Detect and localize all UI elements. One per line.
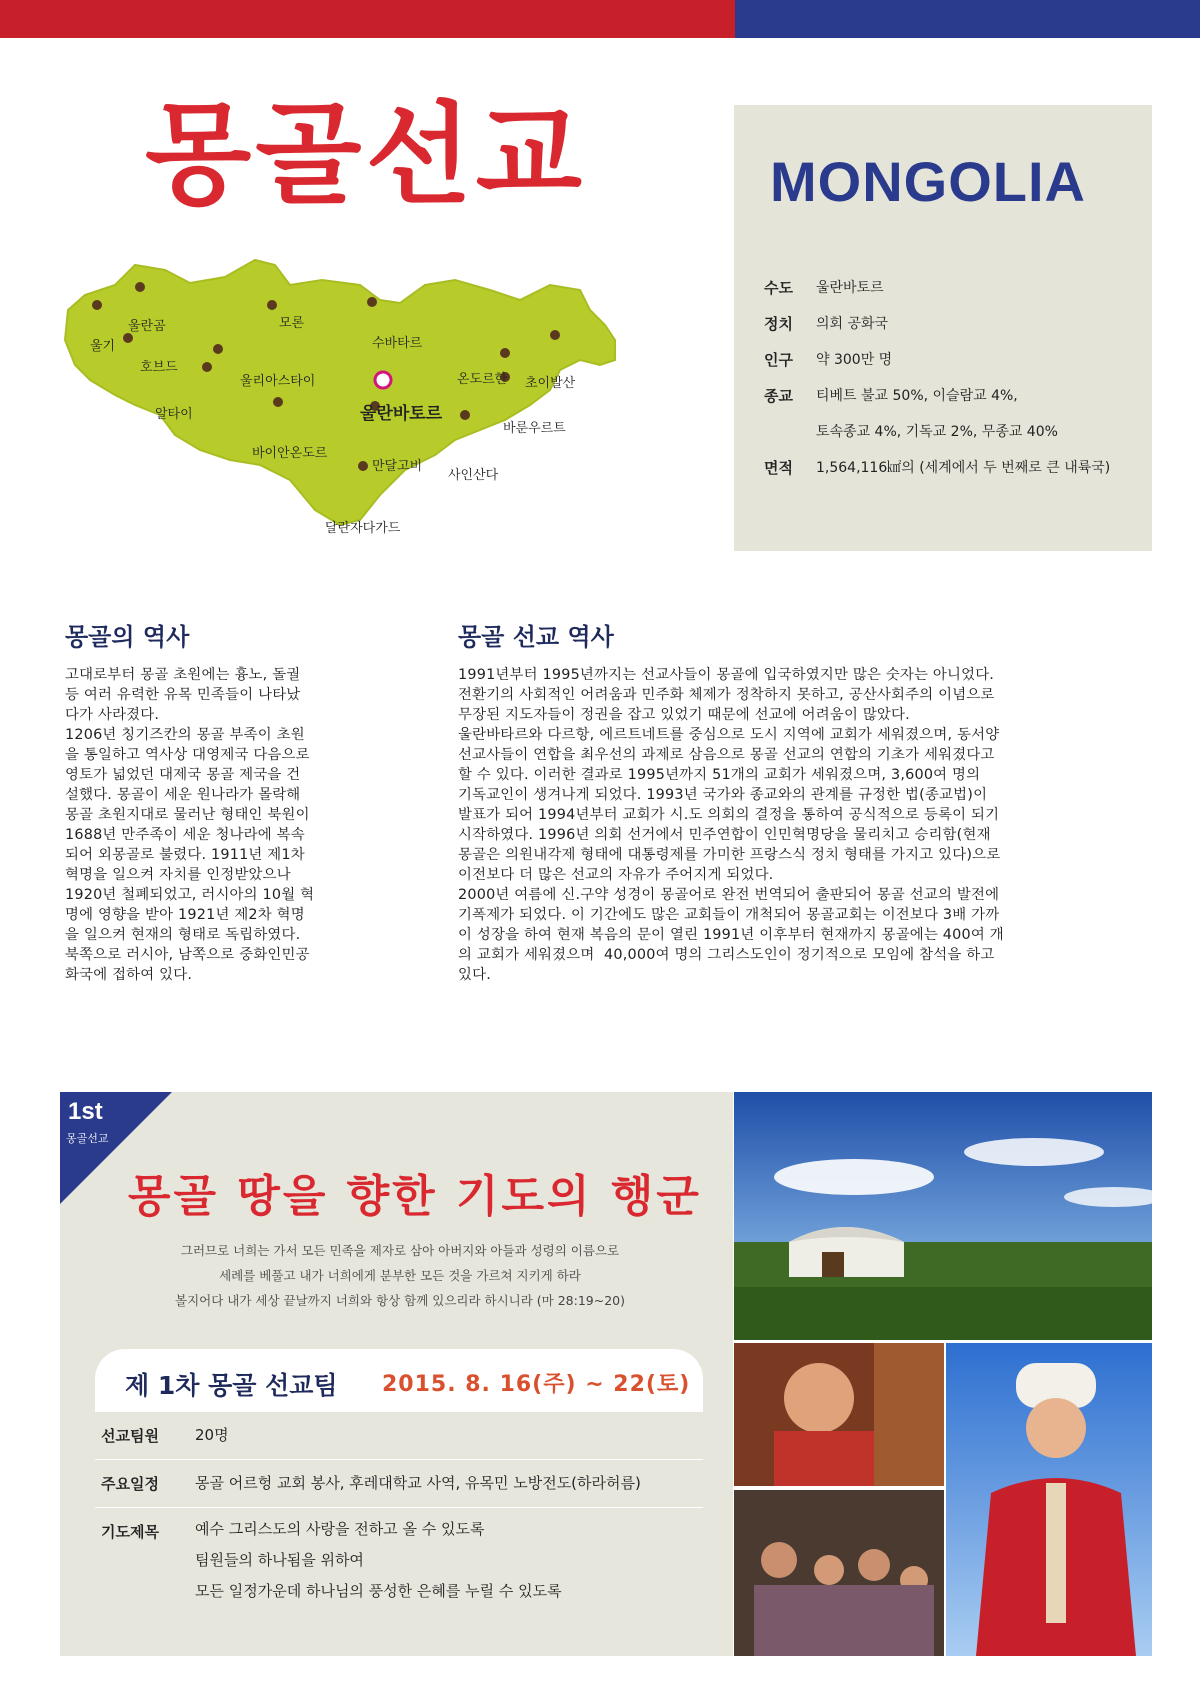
info-row: [764, 378, 1134, 414]
top-bar-red: [0, 0, 735, 38]
city-label-undurkhaan: 온도르한: [457, 372, 508, 387]
info-row: [764, 270, 1134, 306]
trip-badge-sub: 몽골선교: [66, 1132, 109, 1145]
top-bar-blue: [735, 0, 1200, 38]
country-info-panel: [734, 105, 1152, 551]
city-label-capital: 울란바토르: [360, 404, 443, 424]
city-label-ulgii: 울기: [90, 339, 116, 354]
team-table: [95, 1411, 703, 1620]
city-label-choibalsan: 초이발산: [525, 376, 576, 391]
info-key: 수도: [764, 279, 793, 297]
team-date: 2015. 8. 16(주) ~ 22(토): [382, 1372, 691, 1397]
city-label-khovd: 호브드: [140, 360, 178, 375]
verse-line: 그러므로 너희는 가서 모든 민족을 제자로 삼아 아버지와 아들과 성령의 이름으로: [180, 1243, 620, 1258]
row-value: 20명: [195, 1426, 229, 1444]
info-key: 면적: [764, 459, 793, 477]
mission-history-text: 1991년부터 1995년까지는 선교사들이 몽골에 입국하였지만 많은 숫자는 아니었다. 전환기의 사회적인 어려움과 민주화 체제가 정착하지 못하고, 공산사회주의 이념으로 무장된 지도자들이 정권을 잡고 있었기 때문에 선교에 어려움이 많았다. 울란바타르와 다르항, 에르트네트를 중심으로 도시 지역에 교회가 세워졌으며, 동서양 선교사들이 연합을 최우선의 과제로 삼음으로 몽골 선교의 연합의 기초가 세워졌다고 할 수 있다. 이러한 결과로 1995년까지 51개의 교회가 세워졌으며, 3,600여 명의 기독교인이 생겨나게 되었다. 1993년 국가와 종교와의 관계를 규정한 법(종교법)이 발표가 되어 1994년부터 교회가 시.도 의회의 결정을 통하여 공식적으로 등록이 되기 시작하였다. 1996년 의회 선거에서 민주연합이 인민혁명당을 물리치고 승리함(현재 몽골은 의원내각제 형태에 대통령제를 가미한 프랑스식 정치 형태를 가지고 있다)으로 이전보다 더 많은 선교의 자유가 주어지게 되었다. 2000년 여름에 신.구약 성경이 몽골어로 완전 번역되어 출판되어 몽골 선교의 발전에 기폭제가 되었다. 이 기간에도 많은 교회들이 개척되어 몽골교회는 이전보다 3배 가까 이 성장을 하여 현재 복음의 문이 열린 1991년 이후부터 현재까지 몽골에는 400여 개 의 교회가 세워졌으며 40,000여 명의 그리스도인이 정기적으로 모임에 참석을 하고 있다.: [458, 667, 1004, 983]
mission-history-heading: 몽골 선교 역사: [458, 623, 614, 651]
history-heading: 몽골의 역사: [65, 623, 190, 651]
bible-verse: [130, 1238, 670, 1313]
info-value: 약 300만 명: [816, 352, 893, 368]
info-value: 토속종교 4%, 기독교 2%, 무종교 40%: [816, 424, 1058, 440]
city-label-mandalgovi: 만달고비: [372, 459, 423, 474]
info-row: [764, 342, 1134, 378]
table-row: [95, 1411, 703, 1459]
table-row: [95, 1507, 703, 1620]
team-info-box: [95, 1349, 703, 1629]
verse-line: 볼지어다 내가 세상 끝날까지 너희와 항상 함께 있으리라 하시니라 (마 28:19~20): [175, 1293, 625, 1308]
city-label-ulaangom: 울란곰: [128, 319, 166, 334]
row-key: 주요일정: [101, 1475, 159, 1493]
city-label-dalanzadgad: 달란자다가드: [325, 521, 401, 536]
city-label-ulaistai: 울리아스타이: [240, 374, 316, 389]
info-value: 의회 공화국: [816, 316, 889, 332]
city-label-sainshand: 사인산다: [448, 468, 499, 483]
table-row: [95, 1459, 703, 1507]
info-value: 1,564,116㎢의 (세계에서 두 번째로 큰 내륙국): [816, 460, 1111, 476]
info-value: 티베트 불교 50%, 이슬람교 4%,: [816, 388, 1018, 404]
city-label-bayankhongor: 바이안온도르: [252, 446, 328, 461]
city-label-baruunurt: 바룬우르트: [503, 421, 566, 436]
city-label-moron: 모론: [279, 316, 305, 331]
mongolia-map: [60, 255, 670, 555]
info-value: 울란바토르: [816, 280, 884, 296]
city-label-altai: 알타이: [155, 407, 193, 422]
info-key: 인구: [764, 351, 793, 369]
trip-badge: 1st: [68, 1098, 103, 1125]
trip-title: 몽골 땅을 향한 기도의 행군: [128, 1171, 702, 1222]
info-key: 정치: [764, 315, 793, 333]
info-row: [764, 306, 1134, 342]
row-value: 몽골 어르헝 교회 봉사, 후레대학교 사역, 유목민 노방전도(하라허름): [195, 1474, 641, 1492]
row-key: 선교팀원: [101, 1427, 159, 1445]
team-header: [95, 1349, 703, 1411]
history-text: 고대로부터 몽골 초원에는 흉노, 돌궐 등 여러 유력한 유목 민족들이 나타났 다가 사라졌다. 1206년 칭기즈칸의 몽골 부족이 초원 을 통일하고 역사상 대영제국 다음으로 영토가 넓었던 대제국 몽골 제국을 건 설했다. 몽골이 세운 원나라가 몰락해 몽골 초원지대로 물러난 형태인 북원이 1688년 만주족이 세운 청나라에 복속 되어 외몽골로 불렸다. 1911년 제1차 혁명을 일으켜 자치를 인정받았으나 1920년 철폐되었고, 러시아의 10월 혁 명에 영향을 받아 1921년 제2차 혁명 을 일으켜 현재의 형태로 독립하였다. 북쪽으로 러시아, 남쪽으로 중화인민공 화국에 접하여 있다.: [65, 667, 315, 983]
city-label-sukhbaatar: 수바타르: [372, 336, 423, 351]
row-key: 기도제목: [101, 1523, 159, 1541]
ger-photo: [734, 1092, 1152, 1340]
info-row: [764, 414, 1134, 450]
row-value: 예수 그리스도의 사랑을 전하고 올 수 있도록 팀원들의 하나됨을 위하여 모든 일정가운데 하나님의 풍성한 은혜를 누릴 수 있도록: [195, 1520, 562, 1600]
woman-photo: [946, 1343, 1152, 1656]
info-key: 종교: [764, 387, 793, 405]
info-list: [764, 270, 1134, 486]
child-photo: [734, 1343, 944, 1486]
page-title: 몽골선교: [145, 91, 587, 219]
info-row: [764, 450, 1134, 486]
info-key: [764, 414, 816, 450]
verse-line: 세례를 베풀고 내가 너희에게 분부한 모든 것을 가르쳐 지키게 하라: [219, 1268, 581, 1283]
country-name: MONGOLIA: [770, 150, 1086, 213]
team-title: 제 1차 몽골 선교팀: [125, 1371, 338, 1400]
family-photo: [734, 1490, 944, 1656]
